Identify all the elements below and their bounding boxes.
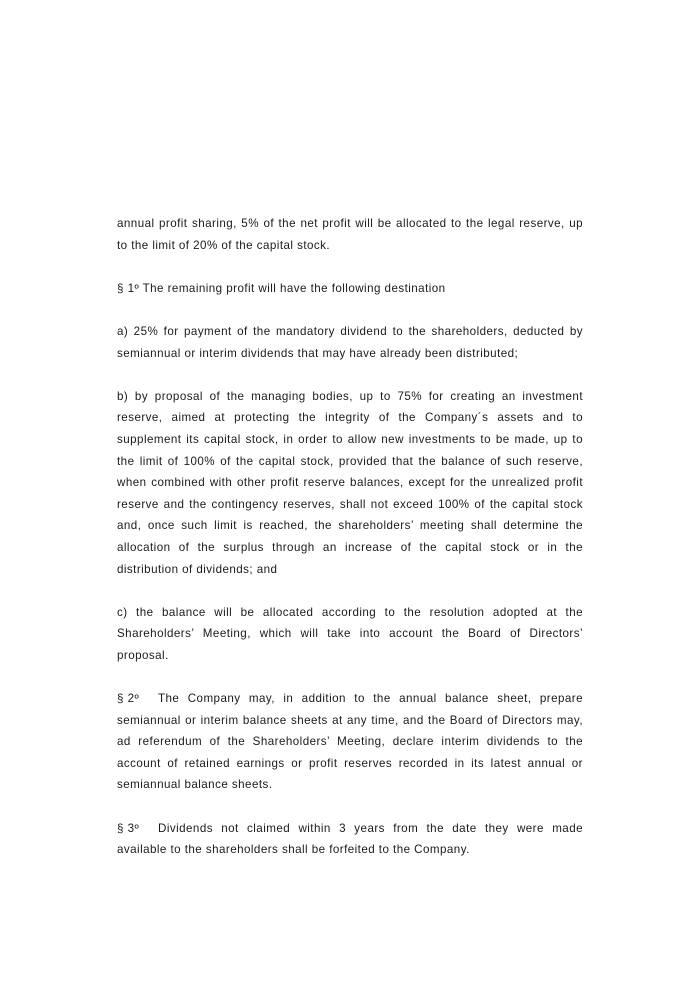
section-2-text: The Company may, in addition to the annual balance sheet, prepare semiannual or interim balance sheets at any time, and the Board of Directors may, ad referendum of the Shareholders’ Meeting, declare interim dividends to the account of retained earnings or profit reserves recorded in its latest annual or semiannual balance sheets. xyxy=(117,692,583,792)
section-3-mark: § 3º xyxy=(117,821,140,835)
section-3-text: Dividends not claimed within 3 years from the date they were made available to the shareholders shall be forfeited to the Company. xyxy=(117,821,583,857)
paragraph-legal-reserve: annual profit sharing, 5% of the net profit will be allocated to the legal reserve, up to the limit of 20% of the capital stock. xyxy=(117,217,583,252)
paragraph-item-b: b) by proposal of the managing bodies, up to 75% for creating an investment reserve, aimed at protecting the integrity of the Company´s assets and to supplement its capital stock, in order to allow new investments to be made, up to the limit of 100% of the capital stock, provided that the balance of such reserve, when combined with other profit reserve balances, except for the unrealized profit reserve and the contingency reserves, shall not exceed 100% of the capital stock and, once such limit is reached, the shareholders’ meeting shall determine the allocation of the surplus through an increase of the capital stock or in the distribution of dividends; and xyxy=(117,389,583,576)
document-body xyxy=(117,213,583,861)
paragraph-item-c: c) the balance will be allocated according to the resolution adopted at the Shareholders’ Meeting, which will take into account the Board of Directors’ proposal. xyxy=(117,605,583,662)
paragraph-section-2 xyxy=(117,688,583,796)
paragraph-item-a: a) 25% for payment of the mandatory dividend to the shareholders, deducted by semiannual or interim dividends that may have already been distributed; xyxy=(117,324,583,360)
paragraph-section-1: § 1º The remaining profit will have the following destination xyxy=(117,281,446,295)
section-2-mark: § 2º xyxy=(117,692,140,706)
paragraph-section-3 xyxy=(117,818,583,861)
